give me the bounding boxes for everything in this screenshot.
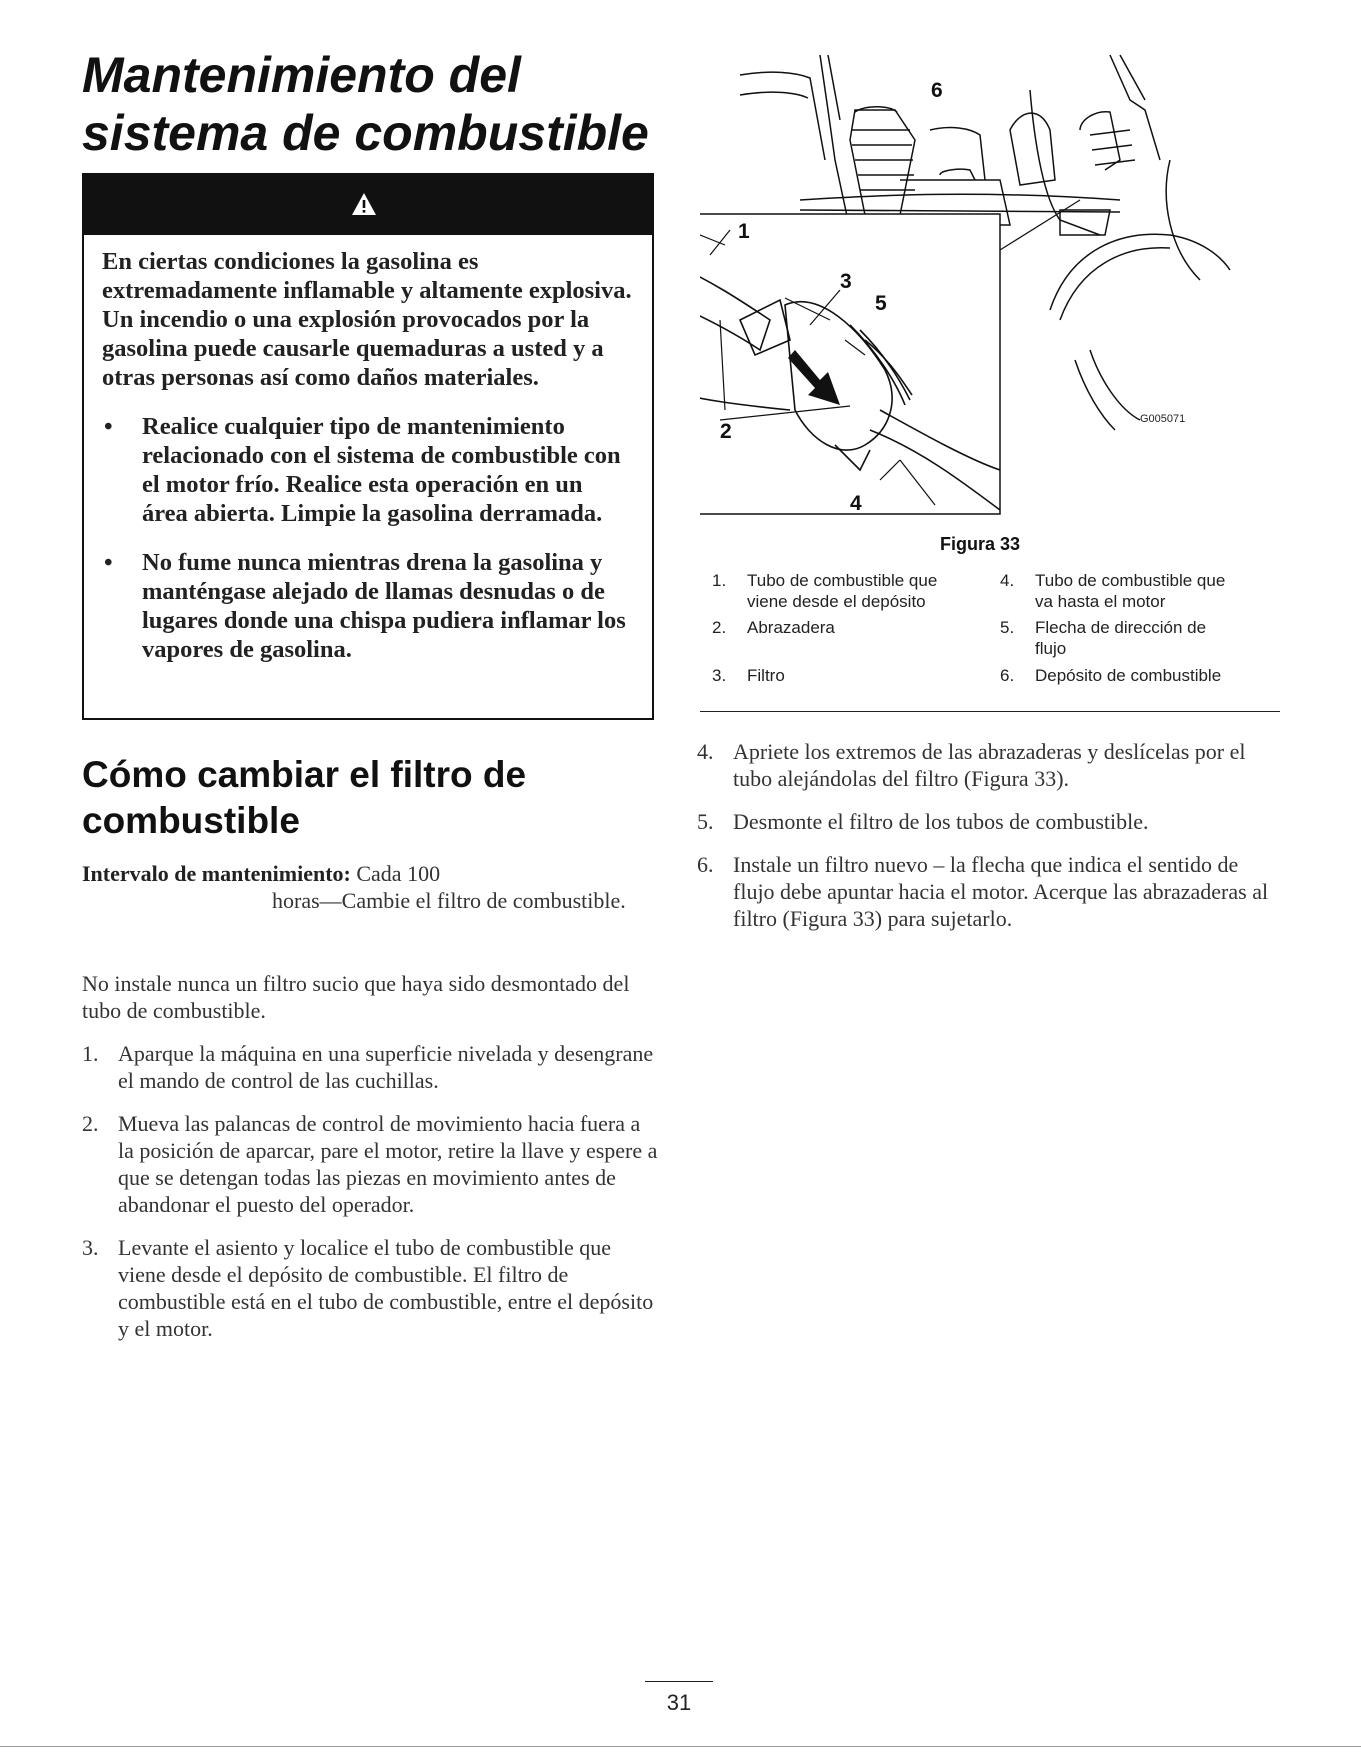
step-text: Levante el asiento y localice el tubo de combustible que viene desde el depósito de combustible. El filtro de combustible está en el tubo de combustible, entre el depósito y el motor. xyxy=(118,1235,654,1341)
fuel-filter-illustration xyxy=(700,50,1240,520)
step-item xyxy=(82,1234,658,1342)
intro-paragraph: No instale nunca un filtro sucio que haya sido desmontado del tubo de combustible. xyxy=(82,971,630,1023)
step-text: Apriete los extremos de las abrazaderas y deslícelas por el tubo alejándolas del filtro (Figura 33). xyxy=(733,739,1246,791)
interval-value-rest: horas—Cambie el filtro de combustible. xyxy=(272,888,626,913)
legend-item xyxy=(1000,570,1270,614)
legend-text: Depósito de combustible xyxy=(1035,666,1222,685)
legend-number: 1. xyxy=(712,571,727,590)
legend-number: 5. xyxy=(1000,618,1015,637)
warning-bullet-item xyxy=(102,548,634,664)
callout-6: 6 xyxy=(931,79,943,102)
step-text: Desmonte el filtro de los tubos de combustible. xyxy=(733,809,1149,834)
step-number: 5. xyxy=(697,809,714,834)
callout-1: 1 xyxy=(738,220,750,243)
legend-number: 2. xyxy=(712,618,727,637)
step-number: 4. xyxy=(697,739,714,764)
legend-item xyxy=(712,665,952,687)
page-title-line-2: sistema de combustible xyxy=(82,105,649,161)
legend-text xyxy=(1035,570,1225,612)
callout-5: 5 xyxy=(875,292,887,315)
legend-text: Abrazadera xyxy=(747,618,835,637)
callout-4: 4 xyxy=(850,492,862,515)
legend-text xyxy=(747,570,937,612)
maintenance-interval xyxy=(82,860,642,914)
step-number: 6. xyxy=(697,852,714,877)
bullet-icon: • xyxy=(104,413,113,440)
callout-2: 2 xyxy=(720,420,732,443)
step-text: Instale un filtro nuevo – la flecha que indica el sentido de flujo debe apuntar hacia el motor. Acerque las abrazaderas al filtro (Figura 33) para sujetarlo. xyxy=(733,852,1269,931)
step-item xyxy=(697,851,1277,932)
callout-3: 3 xyxy=(840,270,852,293)
step-item xyxy=(697,808,1277,835)
warning-triangle-icon xyxy=(351,192,377,216)
step-item xyxy=(82,1110,658,1218)
warning-bullet-text: Realice cualquier tipo de mantenimiento relacionado con el sistema de combustible con el motor frío. Realice esta operación en un área abierta. Limpie la gasolina derramada. xyxy=(142,413,621,527)
figure-divider xyxy=(700,711,1280,712)
legend-text-line: flujo xyxy=(1035,639,1067,658)
step-number: 2. xyxy=(82,1111,99,1136)
steps-list-left xyxy=(82,1040,658,1358)
step-text: Aparque la máquina en una superficie nivelada y desengrane el mando de control de las cuchillas. xyxy=(118,1041,654,1093)
interval-value-first: Cada 100 xyxy=(356,861,441,886)
section-heading: Cómo cambiar el filtro de combustible xyxy=(82,754,527,841)
steps-list-right xyxy=(697,738,1277,948)
warning-header xyxy=(84,175,652,235)
step-item xyxy=(697,738,1277,792)
legend-number: 3. xyxy=(712,666,727,685)
page-number: 31 xyxy=(666,1690,692,1715)
legend-text-line: viene desde el depósito xyxy=(747,592,926,611)
page-bottom-edge xyxy=(0,1746,1361,1747)
legend-item xyxy=(712,617,952,639)
bullet-icon: • xyxy=(104,549,113,576)
page-title-line-1: Mantenimiento del xyxy=(82,47,521,103)
step-number: 3. xyxy=(82,1235,99,1260)
legend-item xyxy=(1000,665,1270,687)
legend-text xyxy=(1035,617,1206,659)
legend-number: 4. xyxy=(1000,571,1015,590)
interval-label: Intervalo de mantenimiento: xyxy=(82,861,351,886)
legend-text-line: va hasta el motor xyxy=(1035,592,1166,611)
legend-text-line: Flecha de dirección de xyxy=(1035,618,1207,637)
legend-text-line: Tubo de combustible que xyxy=(1035,571,1226,590)
page-title xyxy=(82,46,682,162)
warning-bullet-item xyxy=(102,412,634,528)
legend-text: Filtro xyxy=(747,666,785,685)
step-item xyxy=(82,1040,658,1094)
legend-item xyxy=(1000,617,1270,661)
warning-list xyxy=(102,412,634,664)
legend-number: 6. xyxy=(1000,666,1015,685)
warning-bullet-text: No fume nunca mientras drena la gasolina y manténgase alejado de llamas desnudas o de lugares donde una chispa pudiera inflamar los vapores de gasolina. xyxy=(142,549,626,663)
warning-box xyxy=(82,173,654,720)
step-number: 1. xyxy=(82,1041,99,1066)
warning-intro: En ciertas condiciones la gasolina es extremadamente inflamable y altamente explosiva. Un incendio o una explosión provocados por la gasolina puede causarle quemaduras a usted y a otras personas así como daños materiales. xyxy=(102,248,632,391)
step-text: Mueva las palancas de control de movimiento hacia fuera a la posición de aparcar, pare el motor, retire la llave y espere a que se detengan todas las piezas en movimiento antes de abandonar el puesto del operador. xyxy=(118,1111,658,1217)
legend-text-line: Tubo de combustible que xyxy=(747,571,938,590)
figure-code: G005071 xyxy=(1140,413,1186,425)
figure-caption: Figura 33 xyxy=(940,534,1021,554)
legend-item xyxy=(712,570,952,614)
page-number-rule xyxy=(645,1681,713,1682)
